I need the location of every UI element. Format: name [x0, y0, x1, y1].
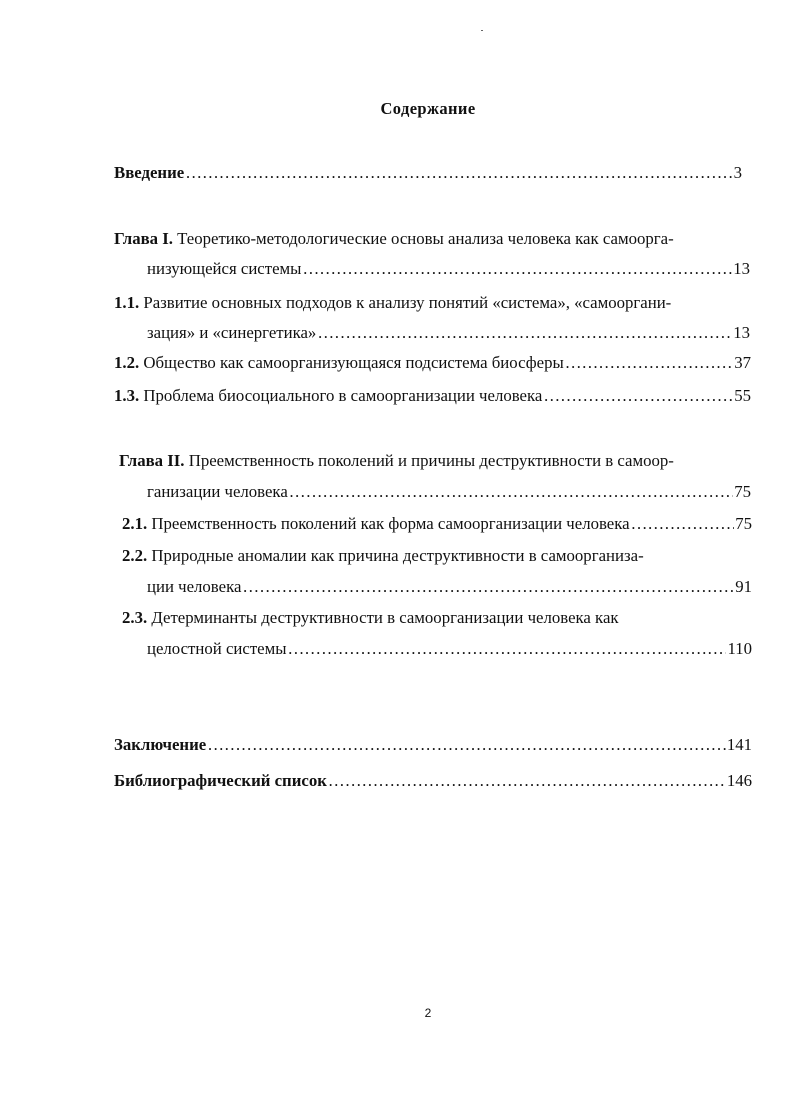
toc-text: Общество как самоорганизующаяся подсистема биосферы [143, 353, 564, 372]
toc-page: 37 [734, 353, 751, 372]
toc-text-cont: ганизации человека [147, 482, 288, 501]
toc-label: Введение [114, 163, 185, 182]
leader-dots [242, 577, 734, 597]
toc-num: 1.3. [114, 386, 140, 405]
toc-entry-chapter-2[interactable] [119, 451, 674, 471]
toc-text-cont: низующейся системы [147, 259, 302, 278]
toc-text-cont: ции человека [147, 577, 242, 596]
toc-entry-chapter-1[interactable] [114, 229, 674, 249]
scan-speck [481, 30, 483, 31]
toc-entry-chapter-1-cont[interactable] [147, 259, 750, 279]
toc-entry-introduction[interactable] [114, 163, 742, 183]
toc-text: Детерминанты деструктивности в самоорганизации человека как [151, 608, 619, 627]
leader-dots [631, 514, 735, 534]
toc-entry-2-2[interactable] [122, 546, 644, 566]
toc-page: 91 [735, 577, 752, 596]
leader-dots [317, 323, 732, 343]
toc-entry-conclusion[interactable] [114, 735, 752, 755]
toc-text: Природные аномалии как причина деструктивности в самоорганиза- [151, 546, 644, 565]
toc-num: 1.1. [114, 293, 140, 312]
toc-label: Заключение [114, 735, 207, 754]
toc-page: 13 [733, 259, 750, 278]
leader-dots [207, 735, 726, 755]
toc-entry-1-1-cont[interactable] [147, 323, 750, 343]
toc-text-cont: зация» и «синергетика» [147, 323, 317, 342]
toc-label: Библиографический список [114, 771, 327, 790]
toc-text: Преемственность поколений и причины деструктивности в самоор- [188, 451, 674, 470]
toc-num: Глава II. [119, 451, 185, 470]
toc-entry-2-3-cont[interactable] [147, 639, 752, 659]
page-title: Содержание [380, 99, 476, 118]
leader-dots [185, 163, 732, 183]
toc-num: 2.2. [122, 546, 148, 565]
page-number: 2 [424, 1006, 432, 1020]
toc-text: Теоретико-методологические основы анализа человека как самоорга- [177, 229, 674, 248]
toc-entry-2-2-cont[interactable] [147, 577, 752, 597]
toc-num: 2.1. [122, 514, 148, 533]
toc-entry-1-3[interactable] [114, 386, 751, 406]
leader-dots [565, 353, 733, 373]
toc-text: Преемственность поколений как форма самоорганизации человека [151, 514, 630, 533]
toc-page: 146 [726, 771, 752, 790]
toc-text-cont: целостной системы [147, 639, 287, 658]
toc-text: Развитие основных подходов к анализу понятий «система», «самооргани- [143, 293, 672, 312]
toc-entry-1-1[interactable] [114, 293, 671, 313]
toc-page: 13 [733, 323, 750, 342]
leader-dots [302, 259, 732, 279]
leader-dots [543, 386, 733, 406]
toc-entry-bibliography[interactable] [114, 771, 752, 791]
toc-entry-2-1[interactable] [122, 514, 752, 534]
toc-page: 110 [727, 639, 752, 658]
toc-page: 55 [734, 386, 751, 405]
leader-dots [328, 771, 726, 791]
toc-num: 1.2. [114, 353, 140, 372]
toc-num: Глава I. [114, 229, 173, 248]
toc-page: 3 [733, 163, 742, 182]
toc-num: 2.3. [122, 608, 148, 627]
toc-page: 75 [734, 482, 751, 501]
toc-entry-1-2[interactable] [114, 353, 751, 373]
toc-page: 75 [735, 514, 752, 533]
toc-text: Проблема биосоциального в самоорганизации человека [143, 386, 543, 405]
toc-entry-chapter-2-cont[interactable] [147, 482, 751, 502]
leader-dots [289, 482, 733, 502]
leader-dots [288, 639, 727, 659]
toc-page: 141 [726, 735, 752, 754]
toc-entry-2-3[interactable] [122, 608, 619, 628]
